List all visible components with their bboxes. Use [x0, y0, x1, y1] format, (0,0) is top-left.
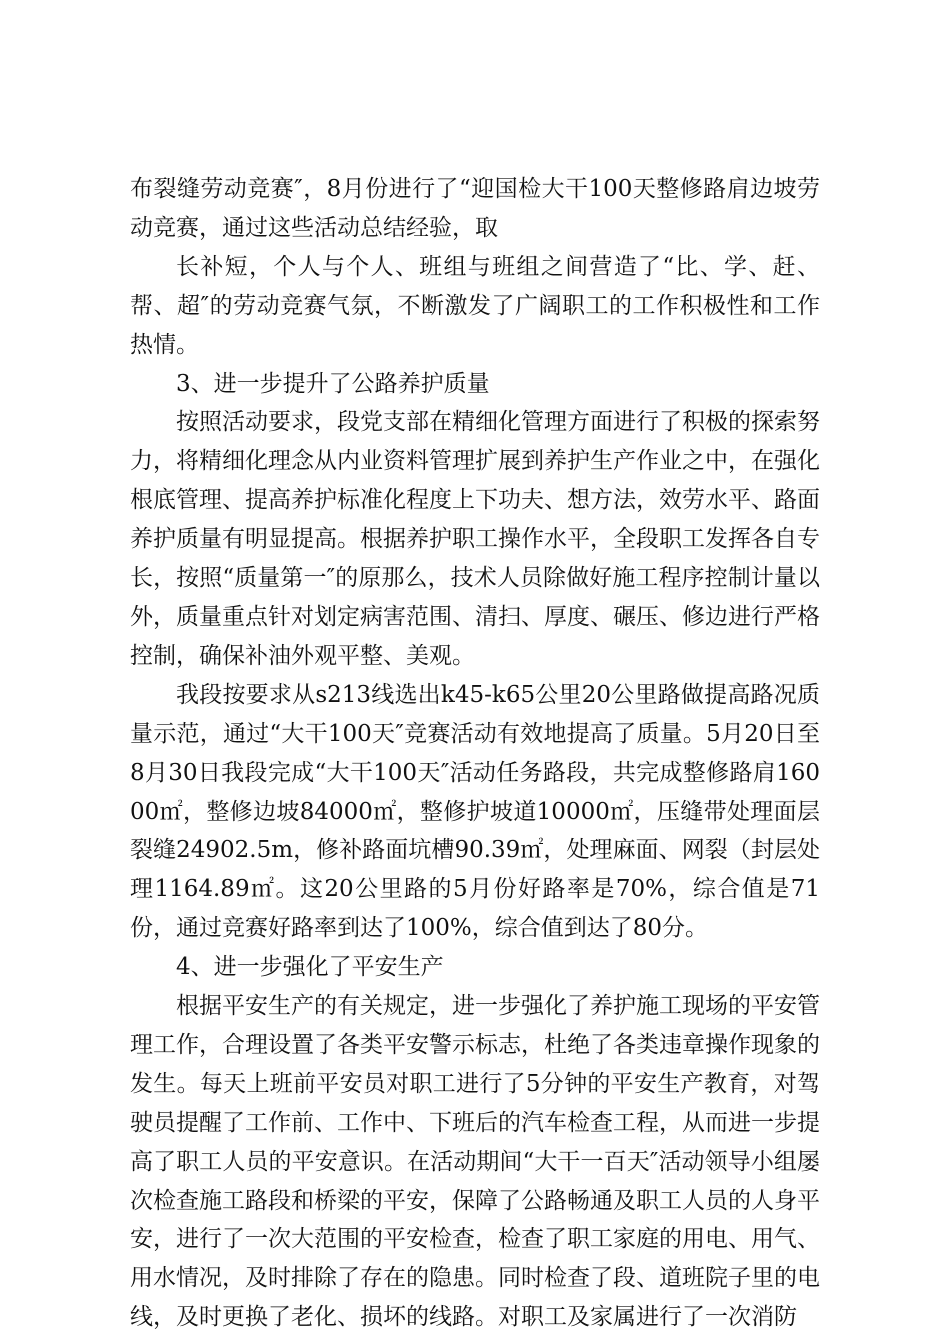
- paragraph-demonstration-road: 我段按要求从s213线选出k45-k65公里20公里路做提高路况质量示范，通过“大干100天″竞赛活动有效地提高了质量。5月20日至8月30日我段完成“大干100天″活动任务路段，共完成整修路肩16000㎡，整修边坡84000㎡，整修护坡道10000㎡，压缝带处理面层裂缝24902.5m，修补路面坑槽90.39㎡，处理麻面、网裂（封层处理1164.89㎡。这20公里路的5月份好路率是70%，综合值是71份，通过竞赛好路率到达了100%，综合值到达了80分。: [130, 681, 820, 942]
- paragraph-competition-atmosphere: 长补短，个人与个人、班组与班组之间营造了“比、学、赶、帮、超″的劳动竞赛气氛，不断激发了广阔职工的工作积极性和工作热情。: [130, 253, 820, 358]
- document-body: [130, 170, 820, 1337]
- section-heading-maintenance-quality: 3、进一步提升了公路养护质量: [176, 370, 490, 397]
- section-heading-safety-production: 4、进一步强化了平安生产: [176, 954, 444, 981]
- paragraph-refined-management: 按照活动要求，段党支部在精细化管理方面进行了积极的探索努力，将精细化理念从内业资料管理扩展到养护生产作业之中，在强化根底管理、提高养护标准化程度上下功夫、想方法，效劳水平、路面养护质量有明显提高。根据养护职工操作水平，全段职工发挥各自专长，按照“质量第一″的原那么，技术人员除做好施工程序控制计量以外，质量重点针对划定病害范围、清扫、厚度、碾压、修边进行严格控制，确保补油外观平整、美观。: [130, 409, 820, 669]
- paragraph-continuation: 布裂缝劳动竞赛″，8月份进行了“迎国检大干100天整修路肩边坡劳动竞赛，通过这些活动总结经验，取: [130, 176, 820, 241]
- paragraph-safety-management: 根据平安生产的有关规定，进一步强化了养护施工现场的平安管理工作，合理设置了各类平安警示标志，杜绝了各类违章操作现象的发生。每天上班前平安员对职工进行了5分钟的平安生产教育，对驾驶员提醒了工作前、工作中、下班后的汽车检查工程，从而进一步提高了职工人员的平安意识。在活动期间“大干一百天″活动领导小组屡次检查施工路段和桥梁的平安，保障了公路畅通及职工人员的人身平安，进行了一次大范围的平安检查，检查了职工家庭的用电、用气、用水情况，及时排除了存在的隐患。同时检查了段、道班院子里的电线，及时更换了老化、损坏的线路。对职工及家属进行了一次消防: [130, 993, 820, 1331]
